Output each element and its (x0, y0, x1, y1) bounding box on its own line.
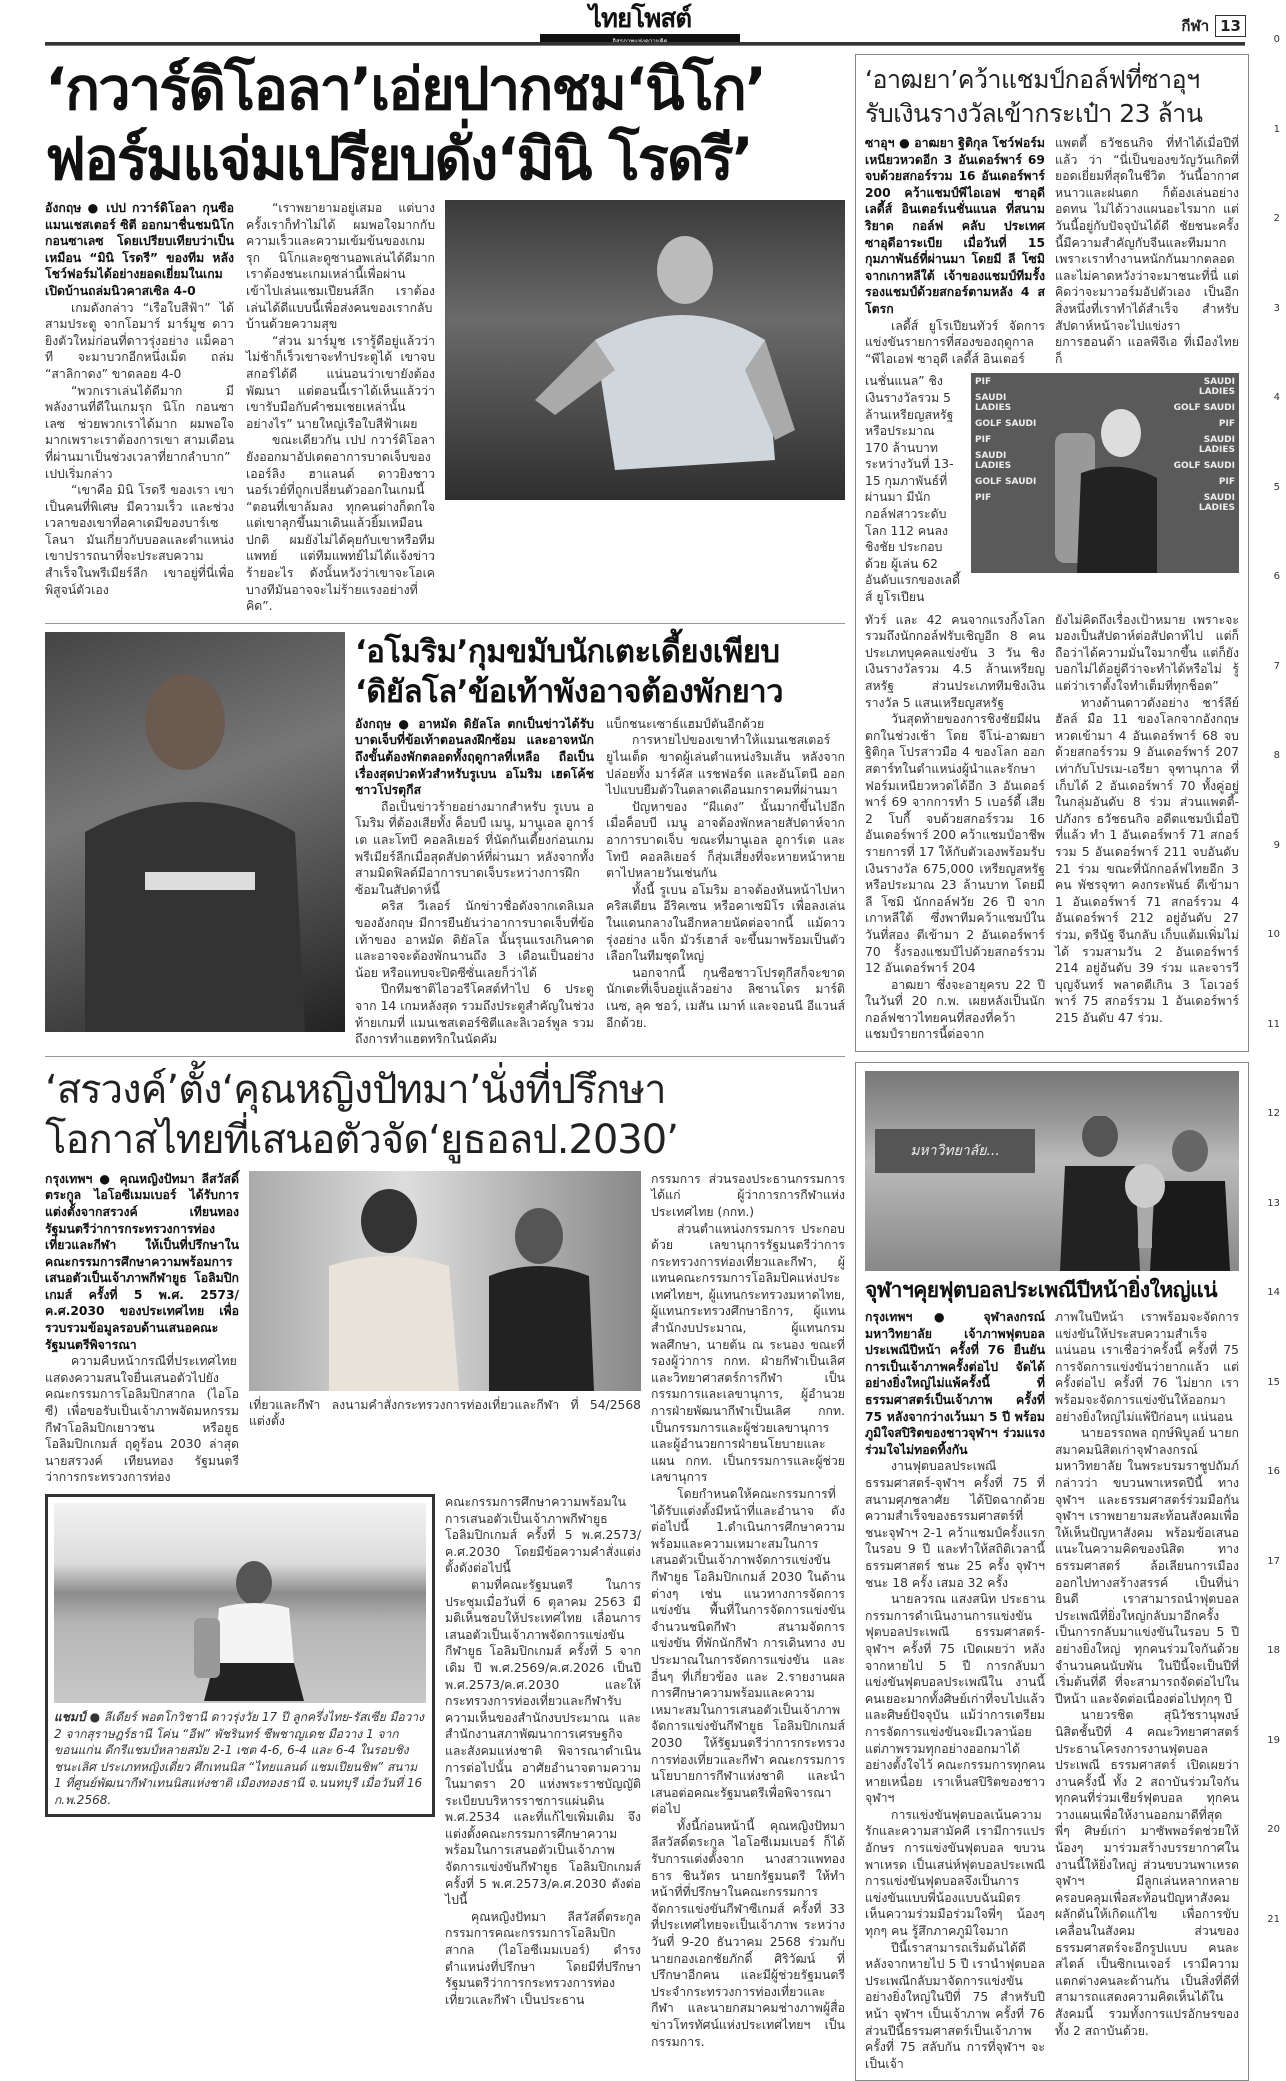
headline-line: ‘อโมริม’กุมขมับนักเตะเดี้ยงเพียบ (355, 633, 780, 670)
divider (45, 623, 845, 624)
paragraph: ยังไม่คิดถึงเรื่องเป้าหมาย เพราะจะมองเป็นสัปดาห์ต่อสัปดาห์ไป แต่ก็ถือว่าได้ความมั่นใจมากขึ้น แต่ก็ยังบอกไม่ได้อยู่ดีว่าจะทำได้หรือไม่ รู้แต่ว่าเราตั้งใจทำเต็มที่ทุกช็อต” (1055, 612, 1239, 693)
paragraph: ทางด้านดาวดังอย่าง ชาร์ลีย์ ฮัลล์ มือ 11 ของโลกจากอังกฤษ หวดเข้ามา 4 อันเดอร์พาร์ 68 จบด้วยสกอร์รวม 9 อันเดอร์พาร์ 207 เท่ากับโปรเม-เอรียา จุฑานุกาล ที่เก็บได้ 2 อันเดอร์พาร์ 70 ทั้งคู่อยู่ในกลุ่มอันดับ 8 ร่วม ส่วนแพตตี้-ปภังกร ธวัชธนกิจ อดีตแชมป์เมื่อปีที่แล้ว ทำ 1 อันเดอร์พาร์ 71 สกอร์รวม 5 อันเดอร์พาร์ 211 จบอันดับ 21 ร่วม ขณะที่นักกอล์ฟไทยอีก 3 คน พัชรจุฑา คงกระพันธ์ ตีเข้ามา 1 อันเดอร์พาร์ 71 สกอร์รวม 4 อันเดอร์พาร์ 212 อยู่อันดับ 27 ร่วม, ตรีนัฐ จีนกลับ เก็บแต้มเพิ่มไม่ได้ รวมสามวัน 2 อันเดอร์พาร์ 214 อยู่อันดับ 39 ร่วม และจารวี บุญจันทร์ พลาดตีเกิน 3 โอเวอร์พาร์ 75 สกอร์รวม 1 อันเดอร์พาร์ 215 อันดับ 47 ร่วม. (1055, 695, 1239, 1025)
sponsor-logo: SAUDI LADIES (1198, 377, 1235, 398)
headline-line: รับเงินรางวัลเข้ากระเป๋า 23 ล้าน (865, 99, 1203, 128)
sponsor-logo: GOLF SAUDI (1173, 461, 1235, 472)
paragraph: ภาพในปีหน้า เราพร้อมจะจัดการแข่งขันให้ประสบความสำเร็จแน่นอน เราเชื่อว่าครั้งนี้ ครั้งที่ 75 การจัดการแข่งขันว่ายากแล้ว แต่ครั้งต่อไป ครั้งที่ 76 ไม่ยาก เราพร้อมจะจัดการแข่งขันให้ออกมาอย่างยิ่งใหญ่ไม่แพ้ปีก่อนๆ แน่นอน (1055, 1310, 1239, 1424)
lede: อังกฤษ ● อาหมัด ดิยัลโล ตกเป็นข่าวได้รับบาดเจ็บที่ข้อเท้าตอนลงฝึกซ้อม และอาจหนักถึงขั้นต้องพักตลอดทั้งฤดูกาลที่เหลือ ถือเป็นเรื่องสุดปวดหัวสำหรับรูเบน อโมริม เฮดโค้ชชาวโปรตุกีส (355, 716, 594, 798)
paragraph: นายวรชิต สุนิวัชรานุพงษ์ นิสิตชั้นปีที่ 4 คณะวิทยาศาสตร์ ประธานโครงการงานฟุตบอลประเพณี ธรรมศาสตร์ เปิดเผยว่า งานครั้งนี้ ทั้ง 2 สถาบันร่วมใจกัน ทุกคนที่ร่วมเชียร์ฟุตบอล ทุกคนวางแผนเพื่อให้งานออกมาดีที่สุด พี่ๆ ศิษย์เก่า มาซัพพอร์ตช่วยให้น้องๆ มาร่วมสร้างบรรยากาศในงานนี้ให้ยิ่งใหญ่ ส่วนขบวนพาเหรดจุฬาฯ มีลูกเล่นหลากหลายครอบคลุมเพื่อสะท้อนปัญหาสังคม ผลักดันให้เกิดแก้ไข เพื่อการขับเคลื่อนในสังคม ส่วนของธรรมศาสตร์จะอีกรูปแบบ คนละสไตล์ เป็นซิกเนเจอร์ เรามีความแตกต่างคนละด้านกัน เป็นสิ่งที่ดีที่สามารถแสดงความคิดเห็นได้ในสังคมนี้ รวมทั้งการแปรอักษรของทั้ง 2 สถาบันด้วย. (1055, 1708, 1239, 2038)
chula-col-a (865, 1309, 1045, 2072)
row-marker: 13 (1267, 1197, 1280, 1209)
tennis-player-with-trophy-icon (54, 1503, 426, 1703)
sponsor-logo: PIF (1218, 477, 1235, 488)
row-marker: 0 (1273, 34, 1280, 45)
sponsor-logo: PIF (975, 435, 992, 446)
chula-col-b (1055, 1309, 1239, 2039)
paragraph: นอกจากนี้ กุนซือชาวโปรตุกีสก็จะขาดนักเตะที่เจ็บอยู่แล้วอย่าง ลิซานโดร มาร์ติเนซ, ลุค ชอว์, เมสัน เมาท์ และจอนนี อีแวนส์ อีกด้วย. (606, 965, 845, 1030)
golfer-with-trophy-icon (1051, 403, 1159, 573)
golf-champion-photo (971, 373, 1239, 573)
paragraph: วันสุดท้ายของการชิงชัยมีฝนตกในช่วงเช้า โดย จีโน่-อาฒยา ฐิติกุล โปรสาวมือ 4 ของโลก ออกสตาร์ทในตำแหน่งผู้นำและรักษาฟอร์มเหนียวหวดได้อีก 3 อันเดอร์พาร์ 69 จากการทำ 5 เบอร์ดี้ เสีย 2 โบกี้ จบด้วยสกอร์รวม 16 อันเดอร์พาร์ 200 คว้าแชมป์อาชีพรายการที่ 17 ให้กับตัวเองพร้อมรับเงินรางวัล 675,000 เหรียญสหรัฐ หรือประมาณ 23 ล้านบาท โดยมี ลี โซมิ นักกอล์ฟวัย 26 ปี จากเกาหลีใต้ ซึ่งพาทีมคว้าแชมป์ในวันที่สอง ตีเข้ามา 2 อันเดอร์พาร์ 70 รั้งรองแชมป์ไปด้วยสกอร์รวม 12 อันเดอร์พาร์ 204 (865, 712, 1045, 976)
ministry-col-3 (651, 1171, 845, 2050)
paragraph: ทั้งนี้ รูเบน อโมริม อาจต้องหันหน้าไปหา คริสเตียน อีริคเซน หรือคาเซมิโร เพื่อลงเล่นในแดนกลางในอีกหลายนัดต่อจากนี้ แม้ดาวรุ่งอย่าง แจ็ก มัวร์เฮาส์ จะขึ้นมาพร้อมเป็นตัวเลือกในทีมชุดใหญ่ (606, 882, 845, 964)
paragraph: คริส วีเลอร์ นักข่าวชื่อดังจากเดลิเมลของอังกฤษ มีการยืนยันว่าอาการบาดเจ็บที่ข้อเท้าของ อาหมัด ดิยัลโล นั้นรุนแรงเกินคาด และอาจจะต้องพักนานถึง 3 เดือนเป็นอย่างน้อย หรือแทบจะปิดซีซั่นเลยก็ว่าได้ (355, 899, 594, 980)
newspaper-logo: ไทยโพสต์ (540, 4, 740, 37)
ministry-col-2 (445, 1494, 641, 2008)
row-marker: 9 (1273, 839, 1280, 851)
golf-narrow-col (865, 373, 961, 605)
row-marker: 12 (1267, 1108, 1280, 1119)
lede: อังกฤษ ● เปป กวาร์ดิโอลา กุนซือ แมนเชสเตอร์ ซิตี ออกมาชื่นชมนิโก กอนซาเลซ โดยเปรียบเทียบว่าเป็นเหมือน “มินิ โรดรี” ของทีม หลังโชว์ฟอร์มได้อย่างยอดเยี่ยมในเกมเปิดบ้านถล่มนิวคาสเซิล 4-0 (45, 201, 234, 298)
chula-headline: จุฬาฯคุยฟุตบอลประเพณีปีหน้ายิ่งใหญ่แน่ (865, 1278, 1218, 1303)
lede: ซาอุฯ ● อาฒยา ฐิติกุล โชว์ฟอร์มเหนียวหวดอีก 3 อันเดอร์พาร์ 69 จบด้วยสกอร์รวม 16 อันเดอร์พาร์ 200 คว้าแชมป์พีไอเอฟ ซาอุดี เลดี้ส์ อินเตอร์เนชั่นแนล ที่สนามริยาด กอล์ฟ คลับ ประเทศซาอุดีอาระเบีย เมื่อวันที่ 15 กุมภาพันธ์ที่ผ่านมา โดยมี ลี โซมิ จากเกาหลีใต้ เจ้าของแชมป์ทีมรั้งรองแชมป์ด้วยสกอร์ตามหลัง 4 สโตรก (865, 136, 1045, 316)
row-marker: 16 (1267, 1466, 1280, 1477)
ministry-article (45, 1065, 845, 2050)
row-marker: 14 (1267, 1287, 1280, 1298)
paragraph: “เขาคือ มินิ โรดรี ของเรา เขาเป็นคนที่พิเศษ มีความเร็ว และช่วงเวลาของเขาที่อคาเดมีของบาร์เซโลนา มันเกี่ยวกับบอลและตำแหน่ง เขาปรารถนาที่จะประสบความสำเร็จในพรีเมียร์ลีก เขาอยู่ที่นี่เพื่อพิสูจน์ตัวเอง (45, 483, 234, 597)
paragraph: ทัวร์ และ 42 คนจากแรงกิ้งโลก รวมถึงนักกอล์ฟรับเชิญอีก 8 คน ประเภทบุคคลแข่งขัน 3 วัน ชิงเงินรางวัลรวม 4.5 ล้านเหรียญสหรัฐ ส่วนประเภททีมชิงเงินรางวัล 5 แสนเหรียญสหรัฐ (865, 612, 1045, 710)
sponsor-wall-left (975, 377, 1045, 503)
paragraph: เนชั่นแนล” ชิงเงินรางวัลรวม 5 ล้านเหรียญสหรัฐ หรือประมาณ 170 ล้านบาท ระหว่างวันที่ 13-15 กุมภาพันธ์ที่ผ่านมา มีนักกอล์ฟสาวระดับโลก 112 คนลงชิงชัย ประกอบด้วย ผู้เล่น 62 อันดับแรกของเลดี้ส์ ยูโรเปียน (865, 374, 961, 605)
paragraph: “เราพยายามอยู่เสมอ แต่บางครั้งเราก็ทำไม่ได้ ผมพอใจมากกับความเร็วและความเข้มข้นของเกมรุก นิโกและดูซานอพเล่นได้ดีมาก เราต้องชนะเกมเหล่านี้เพื่อผ่านเข้าไปเล่นแชมเปียนส์ลีก เราต้องเล่นได้ดีแบบนี้เพื่อส่งคนของเรากลับบ้านด้วยความสุข (246, 201, 435, 332)
banner: มหาวิทยาลัย... (875, 1129, 1035, 1173)
chula-trophy-photo (865, 1071, 1239, 1271)
sponsor-logo: SAUDI LADIES (975, 393, 1012, 414)
row-marker: 6 (1273, 571, 1280, 582)
tennis-photo-box (45, 1494, 435, 1817)
sponsor-logo: PIF (1218, 419, 1235, 430)
row-marker: 4 (1273, 392, 1280, 403)
ministry-meeting-photo (249, 1171, 641, 1391)
golf-col-a-top (865, 135, 1045, 367)
golf-col-a-bottom (865, 612, 1045, 1043)
paragraph: ปัญหาของ “ผีแดง” นั้นมากขึ้นไปอีก เมื่อค็อบบี เมนู อาจต้องพักหลายสัปดาห์จากอาการบาดเจ็บ ขณะที่มานูเอล อูการ์เต และโทบี คอลลิเยอร์ ก็สุ่มเสี่ยงที่จะหายหน้าหายตาไปหลายวันเช่นกัน (606, 799, 845, 881)
paragraph: โดยกำหนดให้คณะกรรมการที่ได้รับแต่งตั้งมีหน้าที่และอำนาจ ดังต่อไปนี้ 1.ดำเนินการศึกษาความพร้อมและความเหมาะสมในการเสนอตัวเป็นเจ้าภาพจัดการแข่งขันกีฬายูธ โอลิมปิกเกมส์ 2030 ในด้านต่างๆ เช่น แนวทางการจัดการแข่งขัน พื้นที่ในการจัดการแข่งขัน จำนวนชนิดกีฬา สนามจัดการแข่งขัน ที่พักนักกีฬา การเดินทาง งบประมาณในการจัดการแข่งขัน และอื่นๆ ที่เกี่ยวข้อง และ 2.รายงานผลการศึกษาความพร้อมและความเหมาะสมในการเสนอตัวเป็นเจ้าภาพจัดการแข่งขันกีฬายูธ โอลิมปิกเกมส์ 2030 ให้รัฐมนตรีว่าการกระทรวงการท่องเที่ยวและกีฬา คณะกรรมการนโยบายการกีฬาแห่งชาติ และนำเสนอต่อคณะรัฐมนตรีเพื่อพิจารณาต่อไป (651, 1487, 845, 1817)
headline-line: ‘อาฒยา’คว้าแชมป์กอล์ฟที่ซาอุฯ (865, 65, 1200, 94)
paragraph: แพตตี้ ธวัชธนกิจ ที่ทำได้เมื่อปีที่แล้ว ว่า “นี่เป็นของขวัญวันเกิดที่ยอดเยี่ยมที่สุดในชีวิต วันนี้อากาศหนาวและฝนตก ก็ต้องเล่นอย่างอดทน ไม่ได้วางแผนอะไรมาก แต่วันนี้อยู่กับปัจจุบันได้ดี ชัยชนะครั้งนี้มีความสำคัญกับจีนและทีมมาก เพราะเราทำงานหนักกันมากตลอด และไม่คาดหวังว่าจะมาชนะที่นี่ แต่คิดว่าจะมาวอร์มอัปตัวเอง เป็นอีกสิ่งหนึ่งที่เราทำได้สำเร็จ สำหรับสัปดาห์หน้าจะไปแข่งรายการฮอนด้า แอลพีจีเอ ที่เมืองไทย ก็ (1055, 136, 1239, 366)
paragraph: ส่วนตำแหน่งกรรมการ ประกอบด้วย เลขานุการรัฐมนตรีว่าการกระทรวงการท่องเที่ยวและกีฬา, ผู้แทนคณะกรรมการโอลิมปิคแห่งประเทศไทยฯ, ผู้แทนกระทรวงมหาดไทย, ผู้แทนกระทรวงศึกษาธิการ, ผู้แทนสำนักงบประมาณ, ผู้แทนกรมพลศึกษา, นายต้น ณ ระนอง ขณะที่รองผู้ว่าการ กกท. ฝ่ายกีฬาเป็นเลิศและวิทยาศาสตร์การกีฬา เป็นกรรมการและเลขานุการ, ผู้อำนวยการฝ่ายพัฒนากีฬาเป็นเลิศ กกท. เป็นกรรมการและผู้ช่วยเลขานุการ และผู้อำนวยการฝ่ายนโยบายและแผน กกท. เป็นกรรมการและผู้ช่วยเลขานุการ (651, 1221, 845, 1485)
row-marker: 11 (1267, 1018, 1280, 1030)
paragraph: การแข่งขันฟุตบอลเน้นความรักและความสามัคคี เรามีการแปรอักษร การแข่งขันฟุตบอล ขบวนพาเหรด เป็นเสน่ห์ฟุตบอลประเพณี การแข่งขันฟุตบอลจึงเป็นการแข่งขันแบบพี่น้องแบบฉันมิตร เห็นความร่วมมือร่วมใจพี่ๆ น้องๆ ทุกๆ คน รู้สึกภาคภูมิใจมาก (865, 1807, 1045, 1939)
paragraph: คุณหญิงปัทมา ลีสวัสดิ์ตระกูล กรรมการคณะกรรมการโอลิมปิกสากล (ไอโอซีเมมเบอร์) ดำรงตำแหน่งที่ปรึกษา โดยมีที่ปรึกษารัฐมนตรีว่าการกระทรวงการท่องเที่ยวและกีฬา เป็นประธาน (445, 1909, 641, 2007)
tennis-caption (54, 1709, 426, 1808)
chula-article-box (855, 1062, 1249, 2081)
sponsor-logo: GOLF SAUDI (975, 477, 1037, 488)
golf-col-b-top (1055, 135, 1239, 367)
row-marker: 15 (1267, 1376, 1280, 1388)
row-marker: 3 (1273, 302, 1280, 314)
caption-lead: แชมป์ ● (54, 1710, 101, 1724)
caption-text: ลีเดียร์ พอตโกวิชานี ดาวรุ่งวัย 17 ปี ลูกครึ่งไทย-รัสเซีย มือวาง 2 จากสุราษฎร์ธานี โค่น “อีฟ” พัชรินทร์ ชีพชาญเดช มือวาง 1 จากขอนแก่น ดีกรีแชมป์หลายสมัย 2-1 เซต 4-6, 6-4 และ 6-4 ในรอบชิงชนะเลิศ ประเภทหญิงเดี่ยว ศึกเทนนิส “ไทยแลนด์ แชมเปียนชิพ” สนาม 1 ที่ศูนย์พัฒนากีฬาเทนนิสแห่งชาติ เมืองทองธานี จ.นนทบุรี เมื่อวันที่ 16 ก.พ.2568. (54, 1710, 424, 1807)
right-area (855, 54, 1249, 2081)
paragraph: เที่ยวและกีฬา ลงนามคำสั่งกระทรวงการท่องเที่ยวและกีฬา ที่ 54/2568 แต่งตั้ง (249, 1397, 641, 1429)
officials-with-trophy-icon (1045, 1116, 1235, 1271)
paragraph: ขณะเดียวกัน เปป กวาร์ดิโอลา ยังออกมาอัปเดตอาการบาดเจ็บของเออร์ลิง ฮาแลนด์ ดาวยิงชาวนอร์เวย์ที่ถูกเปลี่ยนตัวออกในเกมนี้ “ตอนที่เขาล้มลง ทุกคนต่างก็ตกใจ แต่เขาลุกขึ้นมาเดินแล้วยิ้มเหมือนปกติ ผมยังไม่ได้คุยกับเขาหรือทีมแพทย์ แต่ทีมแพทย์ไม่ได้แจ้งข่าวร้ายอะไร ดังนั้นหวังว่าเขาจะโอเค บางทีมันอาจจะไม่ร้ายแรงอย่างที่คิด”. (246, 433, 435, 614)
player-silhouette-icon (445, 200, 845, 500)
row-marker: 2 (1273, 213, 1280, 224)
tennis-champion-photo (54, 1503, 426, 1703)
golf-col-b-bottom (1055, 612, 1239, 1027)
paragraph: ปีนี้เราสามารถเริ่มต้นได้ดี หลังจากหายไป 5 ปี เรานำฟุตบอลประเพณีกลับมาจัดการแข่งขันอย่างยิ่งใหญ่ในปีที่ 75 สำหรับปีหน้า จุฬาฯ เป็นเจ้าภาพ ครั้งที่ 76 ส่วนปีนี้ธรรมศาสตร์เป็นเจ้าภาพครั้งที่ 75 สลับกัน การที่จุฬาฯ จะเป็นเจ้า (865, 1940, 1045, 2071)
row-marker: 10 (1267, 929, 1280, 940)
player-silhouette-icon (45, 632, 345, 1032)
row-marker: 17 (1267, 1555, 1280, 1567)
sponsor-logo: GOLF SAUDI (975, 419, 1037, 430)
ministry-col-under-photo (249, 1397, 641, 1430)
sponsor-logo: SAUDI LADIES (1198, 435, 1235, 456)
headline-line: ‘สรวงค์’ตั้ง‘คุณหญิงปัทมา’นั่งที่ปรึกษา (45, 1066, 666, 1113)
paragraph: “ส่วน มาร์มูช เรารู้ดีอยู่แล้วว่าไม่ช้าก็เร็วเขาจะทำประตูได้ เขาจบสกอร์ได้ดี แน่นอนว่าเขายังต้องพัฒนา แต่ตอนนี้เราได้เห็นแล้วว่าเขารับมือกับคำชมเชยเหล่านั้นอย่างไร” นายใหญ่เรือใบสีฟ้าเผย (246, 333, 435, 431)
football-text (45, 200, 435, 615)
row-marker: 1 (1273, 123, 1280, 135)
lede: กรุงเทพฯ ● คุณหญิงปัทมา ลีสวัสดิ์ตระกูล ไอโอซีเมมเบอร์ ได้รับการแต่งตั้งจากสรวงค์ เทียนทอง รัฐมนตรีว่าการกระทรวงการท่องเที่ยวและกีฬา ให้เป็นที่ปรึกษาในคณะกรรมการศึกษาความพร้อมการเสนอตัวเป็นเจ้าภาพกีฬายูธ โอลิมปิกเกมส์ ครั้งที่ 5 พ.ศ. 2573/ค.ศ.2030 ของประเทศไทย เพื่อรวบรวมข้อมูลรอบด้านเสนอคณะรัฐมนตรีพิจารณา (45, 1171, 239, 1352)
golf-article-box (855, 54, 1249, 1052)
sponsor-logo: PIF (975, 493, 992, 504)
sponsor-logo: SAUDI LADIES (975, 451, 1012, 472)
row-marker: 19 (1267, 1734, 1280, 1746)
lede: กรุงเทพฯ ● จุฬาลงกรณ์มหาวิทยาลัย เจ้าภาพฟุตบอลประเพณีปีหน้า ครั้งที่ 76 ยืนยันการเป็นเจ้าภาพครั้งต่อไป จัดได้อย่างยิ่งใหญ่ไม่แพ้ครั้งนี้ ที่ธรรมศาสตร์เป็นเจ้าภาพ ครั้งที่ 75 หลังจากว่างเว้นมา 5 ปี พร้อมภูมิใจสปิริตของชาวจุฬาฯ ร่วมแรงร่วมใจไม่ทอดทิ้งกัน (865, 1310, 1045, 1457)
row-marker: 18 (1267, 1645, 1280, 1656)
headline-line: โอกาสไทยที่เสนอตัวจัด‘ยูธอลป.2030’ (45, 1116, 678, 1163)
headline-line: ฟอร์มแจ่มเปรียบดั่ง‘มินิ โรดรี’ (45, 125, 752, 193)
paragraph: ถือเป็นข่าวร้ายอย่างมากสำหรับ รูเบน อโมริม ที่ต้องเสียทั้ง ค็อบบี เมนู, มานูเอล อูการ์เต และโทบี คอลลิเยอร์ ที่นัดกันเดี้ยงก่อนเกมพรีเมียร์ลีกเมื่อสุดสัปดาห์ที่ผ่านมา หลังจากทั้งสามมิดฟิลด์มีอาการบาดเจ็บระหว่างการฝึกซ้อมในสัปดาห์นี้ (355, 799, 594, 897)
paragraph: ตามที่คณะรัฐมนตรี ในการประชุมเมื่อวันที่ 6 ตุลาคม 2563 มีมติเห็นชอบให้ประเทศไทย เลื่อนการเสนอตัวเป็นเจ้าภาพจัดการแข่งขันกีฬายูธ โอลิมปิกเกมส์ ครั้งที่ 5 จากเดิม ปี พ.ศ.2569/ค.ศ.2026 เป็นปี พ.ศ.2573/ค.ศ.2030 และให้กระทรวงการท่องเที่ยวและกีฬารับความเห็นของสำนักงบประมาณ และสำนักงานสภาพัฒนาการเศรษฐกิจและสังคมแห่งชาติ พิจารณาดำเนินการต่อไปนั้น อาศัยอำนาจตามความในมาตรา 20 แห่งพระราชบัญญัติระเบียบบริหารราชการแผ่นดิน พ.ศ.2534 และที่แก้ไขเพิ่มเติม จึงแต่งตั้งคณะกรรมการศึกษาความพร้อมในการเสนอตัวเป็นเจ้าภาพจัดการแข่งขันกีฬายูธ โอลิมปิกเกมส์ ครั้งที่ 5 พ.ศ.2573/ค.ศ.2030 ดังต่อไปนี้ (445, 1577, 641, 1908)
sponsor-logo: GOLF SAUDI (1173, 403, 1235, 414)
paragraph: เกมดังกล่าว “เรือใบสีฟ้า” ได้สามประตู จากโอมาร์ มาร์มูช ดาวยิงตัวใหม่ก่อนที่ดาวรุ่งอย่าง แม็คอาที จะมาบวกอีกหนึ่งเม็ด ถล่ม “สาลิกาดง” ขาดลอย 4-0 (45, 300, 234, 381)
row-marker: 5 (1273, 481, 1280, 493)
paragraph: ความคืบหน้ากรณีที่ประเทศไทยแสดงความสนใจยื่นเสนอตัวไปยังคณะกรรมการโอลิมปิกสากล (ไอโอซี) เพื่อขอรับเป็นเจ้าภาพจัดมหกรรมกีฬาโอลิมปิกเยาวชน หรือยูธ โอลิมปิกเกมส์ ฤดูร้อน 2030 ล่าสุด นายสรวงค์ เทียนทอง รัฐมนตรีว่าการกระทรวงการท่อง (45, 1354, 239, 1485)
row-marker: 7 (1273, 660, 1280, 672)
headline-line: ‘กวาร์ดิโอลา’เอ่ยปากชม‘นิโก’ (45, 55, 765, 123)
row-marker: 20 (1267, 1824, 1280, 1835)
logo-tagline: อิสรภาพแห่งความคิด (540, 37, 740, 46)
ministry-col-1 (45, 1171, 239, 1486)
amorim-text (355, 716, 845, 1048)
divider (45, 1056, 845, 1057)
paragraph: คณะกรรมการศึกษาความพร้อมในการเสนอตัวเป็นเจ้าภาพกีฬายูธ โอลิมปิกเกมส์ ครั้งที่ 5 พ.ศ.2573/ค.ศ.2030 โดยมีข้อความคำสั่งแต่งตั้งดังต่อไปนี้ (445, 1495, 641, 1576)
paragraph: อาฒยา ซึ่งจะอายุครบ 22 ปีในวันที่ 20 ก.พ. เผยหลังเป็นนักกอล์ฟชาวไทยคนที่สองที่คว้าแชมป์รายการนี้ต่อจาก (865, 977, 1045, 1042)
paragraph: นายลวรณ แสงสนิท ประธานกรรมการดำเนินงานการแข่งขันฟุตบอลประเพณี ธรรมศาสตร์-จุฬาฯ ครั้งที่ 75 เปิดเผยว่า หลังจากหายไป 5 ปี การกลับมาแข่งขันฟุตบอลประเพณีใน งานนี้ คนเยอะมากทั้งศิษย์เก่าที่จบไปแล้วและศิษย์ปัจจุบัน แม้ว่าการเตรียมการจัดการแข่งขันจะมีเวลาน้อย แต่ภาพรวมทุกอย่างออกมาได้อย่างตั้งใจไว้ คณะกรรมการทุกคนหายเหนื่อย เราเห็นสปิริตของชาวจุฬาฯ (865, 1592, 1045, 1806)
officials-silhouette-icon (249, 1171, 641, 1391)
paragraph: กรรมการ ส่วนรองประธานกรรมการได้แก่ ผู้ว่าการการกีฬาแห่งประเทศไทย (กกท.) (651, 1171, 845, 1219)
section-name: กีฬา (1181, 17, 1210, 35)
sponsor-logo: SAUDI LADIES (1198, 493, 1235, 514)
amorim-player-photo (45, 632, 345, 1032)
football-player-photo (445, 200, 845, 500)
football-article (45, 54, 845, 615)
page-number: 13 (1215, 15, 1246, 37)
paragraph: ทั้งนี้ก่อนหน้านี้ คุณหญิงปัทมา ลีสวัสดิ์ตระกูล ไอโอซีเมมเบอร์ ก็ได้รับการแต่งตั้งจาก นางสาวแพทองธาร ชินวัตร นายกรัฐมนตรี ให้ทำหน้าที่ที่ปรึกษาในคณะกรรมการจัดการแข่งขันกีฬาซีเกมส์ ครั้งที่ 33 ที่ประเทศไทยจะเป็นเจ้าภาพ ระหว่างวันที่ 9-20 ธันวาคม 2568 ร่วมกับนายกองเอกชัยภักดิ์ ศิริวัฒน์ ที่ปรึกษาอีกคน และมีผู้ช่วยรัฐมนตรีประจำกระทรวงการท่องเที่ยวและกีฬา และนายกสมาคมช่างภาพผู้สื่อข่าวโทรทัศน์แห่งประเทศไทยฯ เป็นกรรมการ. (651, 1818, 845, 2049)
headline-line: ‘ดิยัลโล’ข้อเท้าพังอาจต้องพักยาว (355, 673, 784, 710)
sponsor-logo: PIF (975, 377, 992, 388)
paragraph: แบ็กชนะเซาธ์แฮมป์ตันอีกด้วย (606, 716, 765, 731)
paragraph: การหายไปของเขาทำให้แมนเชสเตอร์ยูไนเต็ด ขาดผู้เล่นตำแหน่งริมเส้น หลังจากปล่อยทั้ง มาร์คัส แรชฟอร์ด และอันโตนี ออกไปแบบยืมตัวในตลาดเดือนมกราคมที่ผ่านมา (606, 733, 845, 798)
paragraph: นายอรรถพล ฤกษ์พิบูลย์ นายกสมาคมนิสิตเก่าจุฬาลงกรณ์มหาวิทยาลัย ในพระบรมราชูปถัมภ์ กล่าวว่า ขบวนพาเหรดปีนี้ ทางจุฬาฯ และธรรมศาสตร์ร่วมมือกัน จุฬาฯ เราพยายามสะท้อนสังคมเพื่อให้เห็นปัญหาสังคม พร้อมข้อเสนอแนะในความคิดของนิสิต ทางธรรมศาสตร์ ล้อเลียนการเมือง ออกไปทางสร้างสรรค์ เป็นที่น่ายินดี เราสามารถนำฟุตบอลประเพณีที่ยิ่งใหญ่กลับมาอีกครั้ง เป็นการกลับมาแข่งขันในรอบ 5 ปี อย่างยิ่งใหญ่ ทุกคนร่วมใจกันด้วยจำนวนคนนับพัน ในปีนี้จะเป็นปีที่เริ่มต้นที่ดี ที่จะสามารถจัดต่อไปในปีหน้า และจัดต่อเนื่องต่อไปทุกๆ ปี (1055, 1426, 1239, 1706)
row-marker: 21 (1267, 1913, 1280, 1925)
left-area (45, 54, 845, 2050)
paragraph: งานฟุตบอลประเพณีธรรมศาสตร์-จุฬาฯ ครั้งที่ 75 ที่สนามศุภชลาศัย ได้ปิดฉากด้วยความสำเร็จของธรรมศาสตร์ที่ชนะจุฬาฯ 2-1 คว้าแชมป์ครั้งแรกในรอบ 9 ปี และทำให้สถิติเวลานี้ ธรรมศาสตร์ ชนะ 25 ครั้ง จุฬาฯ ชนะ 18 ครั้ง เสมอ 32 ครั้ง (865, 1459, 1045, 1590)
paragraph: “พวกเราเล่นได้ดีมาก มีพลังงานที่ดีในเกมรุก นิโก กอนซาเลซ ช่วยพวกเราได้มาก ผมพอใจมากเพราะเราต้องการเขา สามเดือนที่ผ่านมาเป็นช่วงเวลาที่ยากลำบาก” เปปเริ่มกล่าว (45, 383, 234, 481)
sponsor-wall-right (1165, 377, 1235, 513)
amorim-article (45, 632, 845, 1048)
row-marker: 8 (1273, 750, 1280, 761)
paragraph: เลดี้ส์ ยูโรเปียนทัวร์ จัดการแข่งขันรายการที่สองของฤดูกาล “พีไอเอฟ ซาอุดี เลดี้ส์ อินเตอร์ (865, 318, 1045, 366)
paragraph: ปีกทีมชาติไอวอรีโคสต์ทำไป 6 ประตู จาก 14 เกมหลังสุด รวมถึงประตูสำคัญในช่วงท้ายเกมที่ แมนเชสเตอร์ซิตีและลิเวอร์พูล รวมถึงการทำแฮตทริกในนัดคัม (355, 982, 594, 1047)
